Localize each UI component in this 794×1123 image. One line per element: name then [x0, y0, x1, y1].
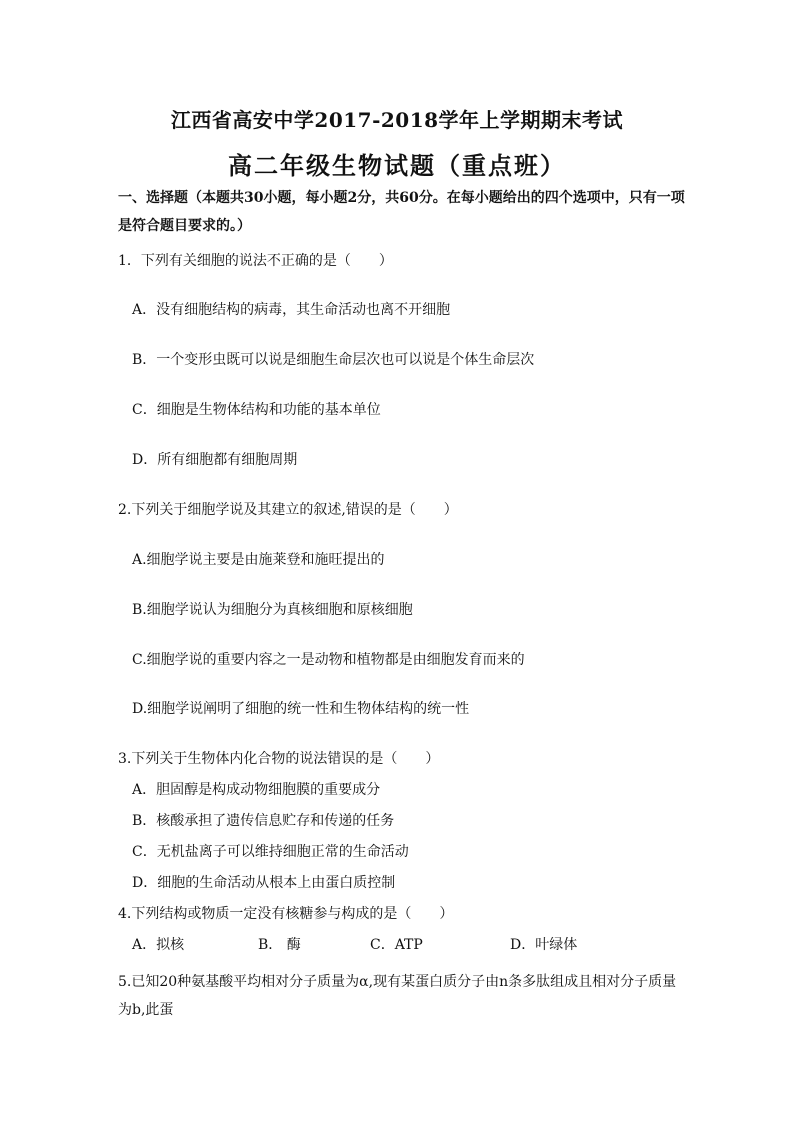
question-3-option-d: D．细胞的生命活动从根本上由蛋白质控制 — [132, 875, 396, 891]
question-1-option-c: C．细胞是生物体结构和功能的基本单位 — [132, 402, 381, 418]
question-3-option-c: C．无机盐离子可以维持细胞正常的生命活动 — [132, 844, 409, 860]
question-4-option-c: C．ATP — [370, 937, 423, 953]
question-4-option-a: A．拟核 — [132, 937, 185, 953]
question-3-option-b: B．核酸承担了遗传信息贮存和传递的任务 — [132, 813, 395, 829]
question-2-option-a: A.细胞学说主要是由施莱登和施旺提出的 — [132, 552, 385, 568]
section-heading: 一、选择题（本题共30小题，每小题2分，共60分。在每小题给出的四个选项中，只有一项是符合题目要求的。） — [118, 190, 685, 234]
question-2-option-c: C.细胞学说的重要内容之一是动物和植物都是由细胞发育而来的 — [132, 652, 525, 668]
question-3-option-a: A．胆固醇是构成动物细胞膜的重要成分 — [132, 782, 381, 798]
question-4-option-d: D．叶绿体 — [510, 937, 578, 953]
question-2-stem: 2.下列关于细胞学说及其建立的叙述,错误的是（ ） — [118, 502, 458, 518]
question-1-stem: 1．下列有关细胞的说法不正确的是（ ） — [118, 253, 393, 269]
question-1-option-d: D．所有细胞都有细胞周期 — [132, 452, 298, 468]
question-3-stem: 3.下列关于生物体内化合物的说法错误的是（ ） — [118, 751, 440, 767]
question-1-option-a: A．没有细胞结构的病毒，其生命活动也离不开细胞 — [132, 302, 451, 318]
exam-title: 江西省高安中学2017-2018学年上学期期末考试 — [170, 108, 624, 132]
question-2-option-b: B.细胞学说认为细胞分为真核细胞和原核细胞 — [132, 602, 413, 618]
question-2-option-d: D.细胞学说阐明了细胞的统一性和生物体结构的统一性 — [132, 701, 470, 717]
question-4-stem: 4.下列结构或物质一定没有核糖参与构成的是（ ） — [118, 906, 454, 922]
question-5-stem: 5.已知20种氨基酸平均相对分子质量为α,现有某蛋白质分子由n条多肽组成且相对分子质量为b,此蛋 — [118, 974, 677, 1018]
question-4-option-b: B． 酶 — [258, 937, 301, 953]
question-1-option-b: B．一个变形虫既可以说是细胞生命层次也可以说是个体生命层次 — [132, 352, 535, 368]
exam-subtitle: 高二年级生物试题（重点班） — [228, 151, 566, 180]
